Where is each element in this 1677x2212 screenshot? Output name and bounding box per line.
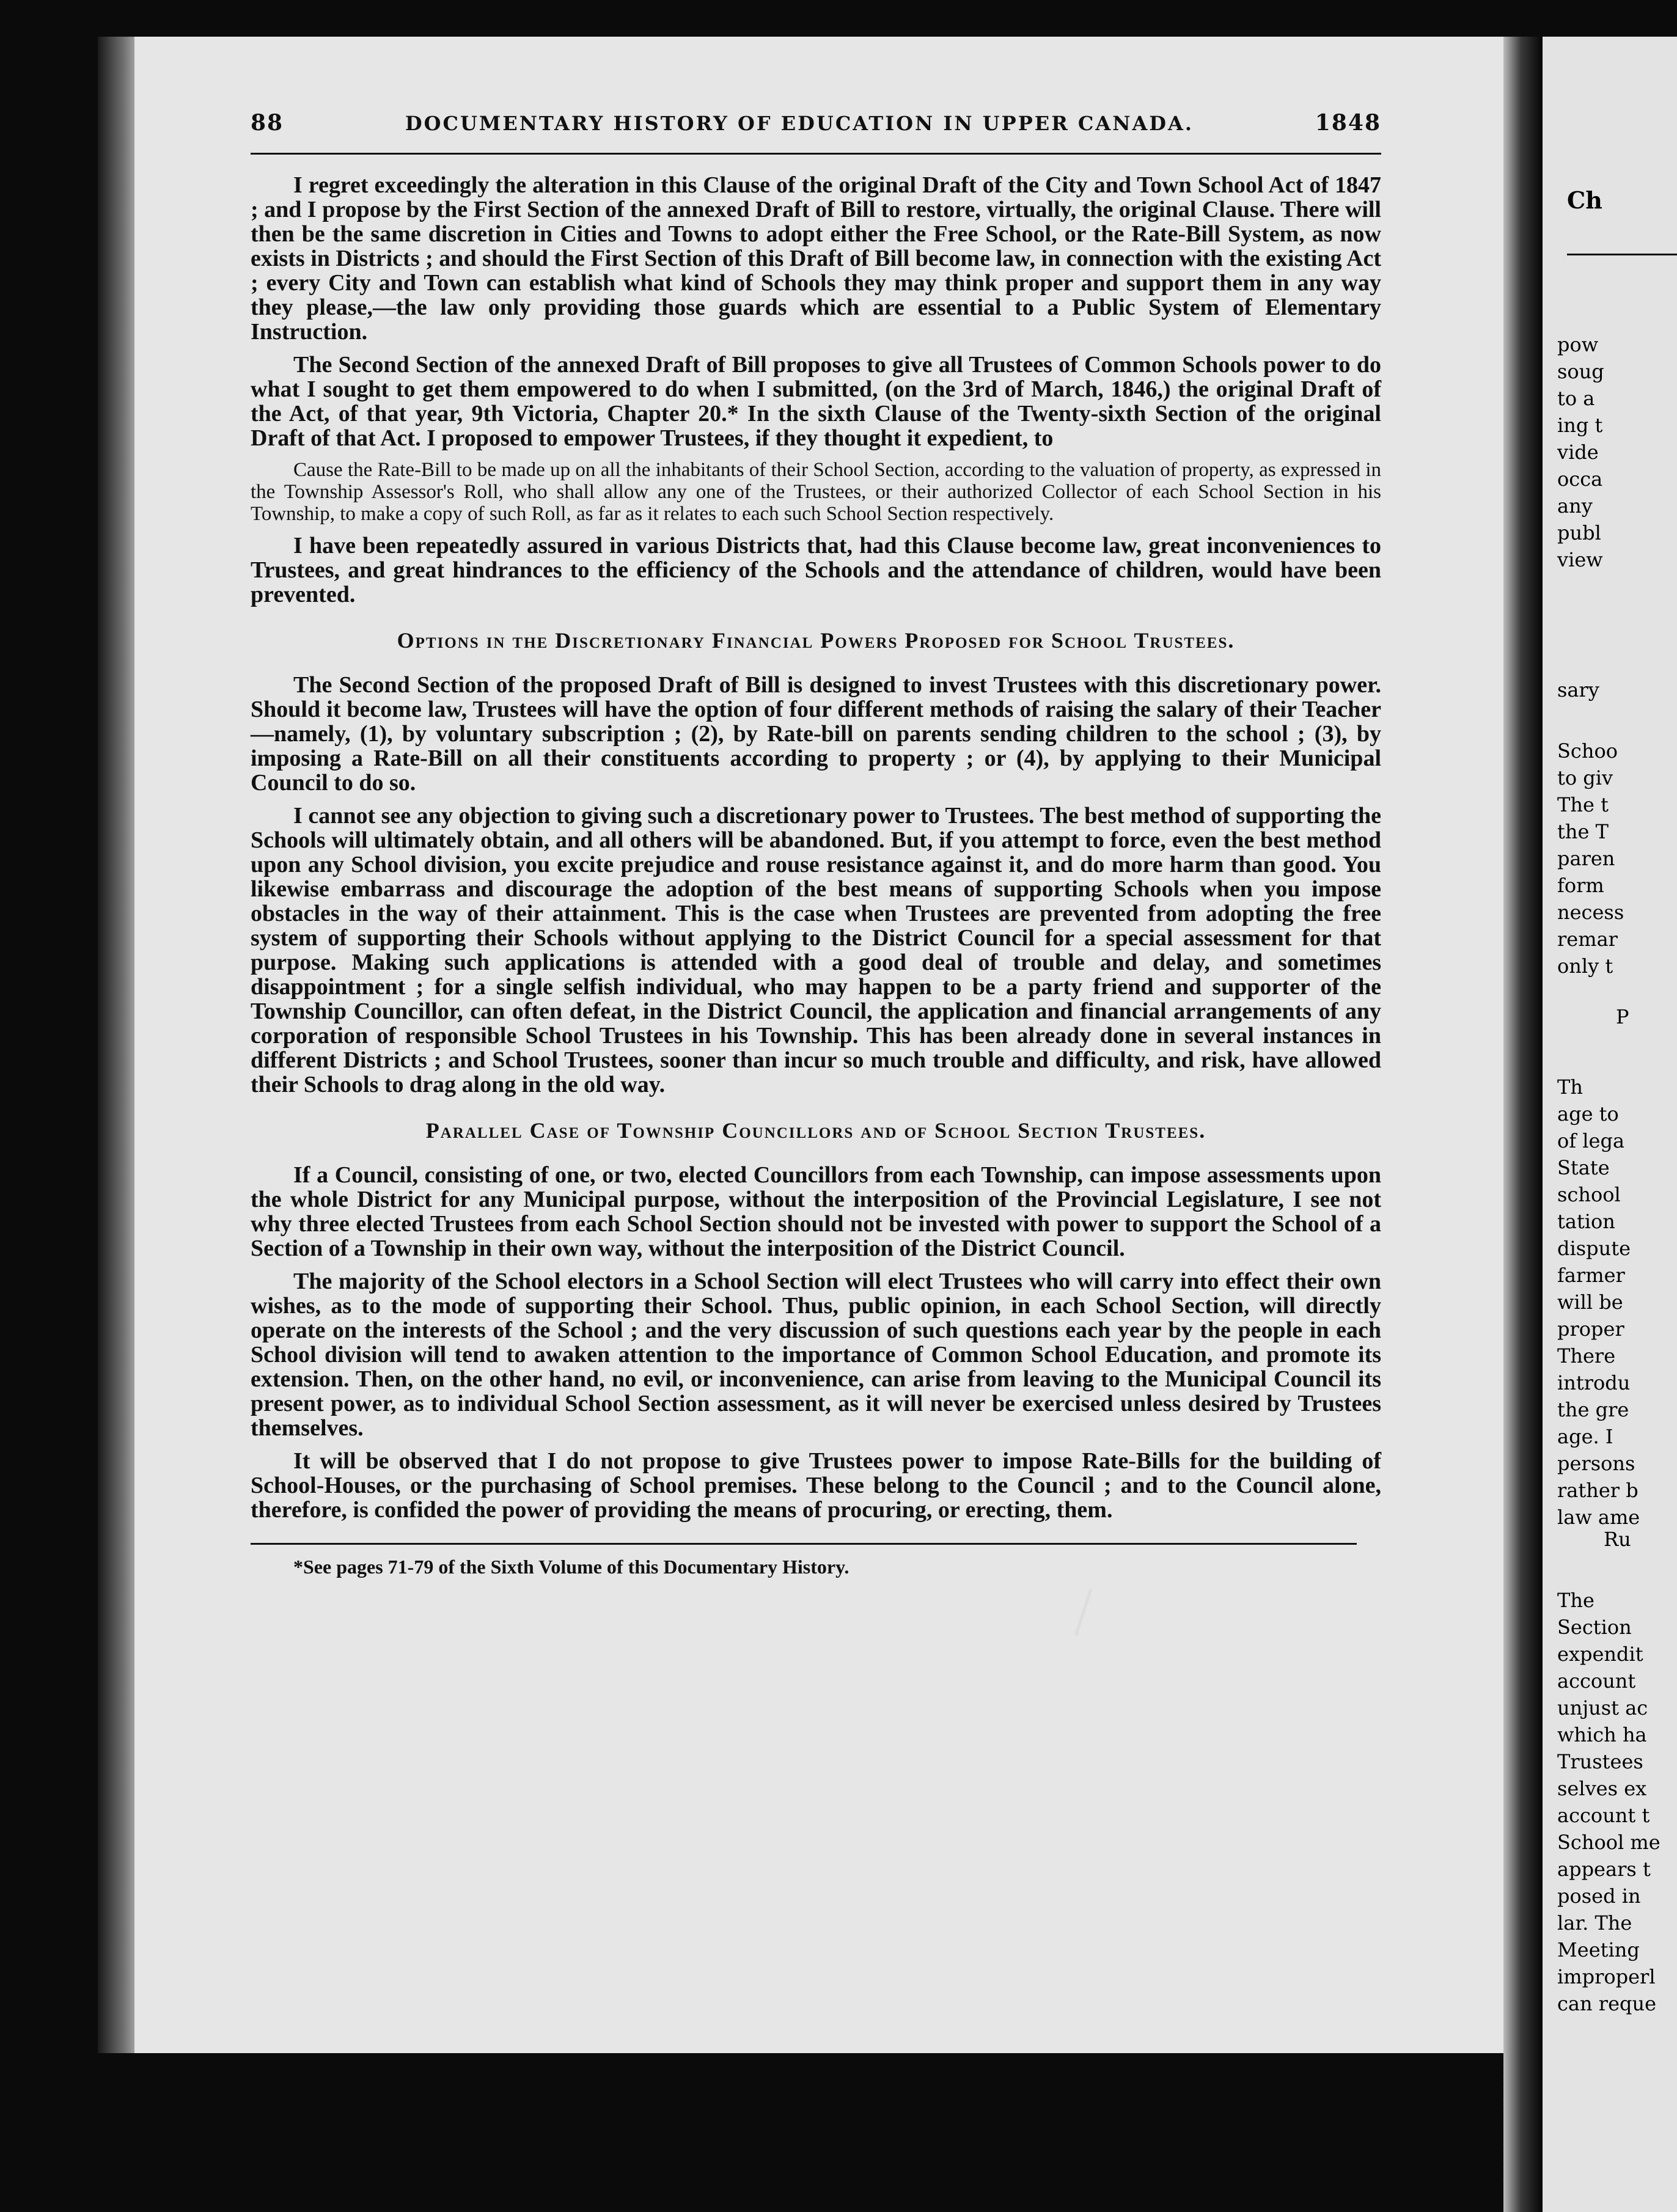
right-text-line: tation — [1557, 1210, 1615, 1233]
right-text-line: introdu — [1557, 1371, 1631, 1394]
right-page-fragment — [1543, 37, 1677, 2212]
right-text-line: the gre — [1557, 1398, 1629, 1421]
right-text-line: posed in — [1557, 1884, 1641, 1908]
header-rule — [251, 153, 1381, 155]
right-text-line: vide — [1557, 441, 1599, 464]
right-page-header-fragment: Ch — [1567, 186, 1602, 214]
paragraph: The Second Section of the annexed Draft of Bill proposes to give all Trustees of Common Schools power to do what I sought to get them empowered to do when I submitted, (on the 3rd of March, 1846,) the original Draft of the Act, of that year, 9th Victoria, Chapter 20.* In the sixth Clause of the Twenty-sixth Section of the original Draft of that Act. I proposed to empower Trustees, if they thought it expedient, to — [251, 352, 1381, 451]
right-text-line: Trustees — [1557, 1750, 1643, 1773]
right-text-line: age to — [1557, 1102, 1619, 1126]
right-text-line: occa — [1557, 467, 1603, 491]
paragraph: I regret exceedingly the alteration in this Clause of the original Draft of the City and Town School Act of 1847 ; and I propose by the First Section of the annexed Draft of Bill to restore, virtually, the original Clause. There will then be the same discretion in Cities and Towns to adopt either the Free School, or the Rate-Bill System, as now exists in Districts ; and should the First Section of this Draft of Bill become law, in connection with the existing Act ; every City and Town can establish what kind of Schools they may think proper and support them in any way they please,—the law only providing those guards which are essential to a Public System of Elementary Instruction. — [251, 172, 1381, 345]
right-text-line: form — [1557, 874, 1604, 897]
quoted-clause: Cause the Rate-Bill to be made up on all the inhabitants of their School Section, according to the valuation of property, as expressed in the Township Assessor's Roll, who shall allow any one of the Trustees, or their authorized Collector of each School Section in his Township, to make a copy of such Roll, as far as it relates to each such School Section respectively. — [251, 459, 1381, 525]
paragraph: If a Council, consisting of one, or two, elected Councillors from each Township, can impose assessments upon the whole District for any Municipal purpose, without the interposition of the Provincial Legislature, I see not why three elected Trustees from each School Section should not be invested with power to support the School of a Section of a Township in their own way, without the interposition of the District Council. — [251, 1162, 1381, 1261]
running-head — [251, 110, 1381, 136]
right-text-line: any — [1557, 494, 1593, 518]
right-text-line: paren — [1557, 847, 1615, 870]
paragraph: I cannot see any objection to giving such a discretionary power to Trustees. The best method of supporting the Schools will ultimately obtain, and all others will be abandoned. But, if you attempt to force, even the best method upon any School division, you excite prejudice and rouse resistance against it, and do more harm than good. You likewise embarrass and discourage the adoption of the best means of supporting Schools when you impose obstacles in the way of their attainment. This is the case when Trustees are prevented from adopting the free system of supporting their Schools without applying to the District Council for a special assessment for that purpose. Making such applications is attended with a good deal of trouble and delay, and sometimes disappointment ; for a single selfish individual, who may happen to be a party friend and supporter of the Township Councillor, can often defeat, in the District Council, the application and financial arrangements of any corporation of responsible School Trustees in his Township. This has been already done in several instances in different Districts ; and School Trustees, sooner than incur so much trouble and difficulty, and risk, have allowed their Schools to drag along in the old way. — [251, 803, 1381, 1097]
right-text-line: account t — [1557, 1804, 1650, 1827]
right-text-line: sary — [1557, 678, 1599, 701]
right-text-line: will be — [1557, 1291, 1623, 1314]
right-text-line: The t — [1557, 793, 1609, 816]
section-heading — [251, 1118, 1381, 1143]
section-heading-text: Parallel Case of Township Councillors and of School Section Trustees. — [425, 1118, 1206, 1143]
right-text-line: dispute — [1557, 1237, 1631, 1260]
right-text-line: only t — [1557, 954, 1613, 978]
right-text-line: State — [1557, 1156, 1610, 1179]
right-text-line: school — [1557, 1183, 1621, 1206]
right-text-line: expendit — [1557, 1643, 1643, 1666]
right-heading-fragment: Ru — [1604, 1528, 1631, 1551]
right-text-line: to giv — [1557, 766, 1613, 789]
right-text-line: There — [1557, 1344, 1616, 1368]
right-text-line: The — [1557, 1589, 1594, 1612]
right-text-line: Th — [1557, 1075, 1583, 1099]
right-text-line: Schoo — [1557, 739, 1618, 763]
right-text-line: remar — [1557, 928, 1618, 951]
right-text-line: Meeting — [1557, 1938, 1640, 1961]
right-text-line: improperl — [1557, 1965, 1656, 1988]
right-text-line: proper — [1557, 1317, 1624, 1341]
left-page-content — [251, 110, 1381, 1578]
section-heading — [251, 628, 1381, 653]
right-text-line: the T — [1557, 820, 1609, 843]
right-text-line: rather b — [1557, 1479, 1638, 1502]
right-text-line: persons — [1557, 1452, 1635, 1475]
right-text-line: age. I — [1557, 1425, 1613, 1448]
page-number: 88 — [251, 110, 284, 136]
right-text-line: necess — [1557, 901, 1624, 924]
right-text-line: selves ex — [1557, 1777, 1647, 1800]
right-text-line: Section — [1557, 1616, 1632, 1639]
right-text-line: account — [1557, 1669, 1636, 1693]
right-text-line: lar. The — [1557, 1911, 1632, 1935]
left-page — [134, 37, 1503, 2053]
paragraph: The majority of the School electors in a School Section will elect Trustees who will carry into effect their own wishes, as to the mode of supporting their School. Thus, public opinion, in each School Section, will directly operate on the interests of the School ; and the very discussion of such questions each year by the people in each School division will tend to awaken attention to the importance of Common School Education, and promote its extension. Then, on the other hand, no evil, or inconvenience, can arise from leaving to the Municipal Council its present power, as to individual School Section assessment, as it will never be exercised unless desired by Trustees themselves. — [251, 1269, 1381, 1441]
scan-mark — [1074, 1588, 1099, 1638]
right-text-line: pow — [1557, 333, 1599, 356]
right-text-line: appears t — [1557, 1858, 1651, 1881]
footnote: *See pages 71-79 of the Sixth Volume of this Documentary History. — [293, 1556, 850, 1578]
right-text-line: publ — [1557, 521, 1601, 544]
right-text-line: unjust ac — [1557, 1696, 1648, 1719]
right-heading-fragment: P — [1616, 1005, 1629, 1028]
section-heading-text: Options in the Discretionary Financial Powers Proposed for School Trustees. — [397, 628, 1235, 653]
right-text-line: can reque — [1557, 1992, 1657, 2015]
running-title: DOCUMENTARY HISTORY OF EDUCATION IN UPPER CANADA. — [405, 112, 1194, 135]
right-text-line: law ame — [1557, 1506, 1640, 1529]
footnote-rule — [251, 1543, 1357, 1545]
right-header-rule — [1567, 254, 1677, 255]
right-text-line: view — [1557, 548, 1603, 571]
right-text-line: farmer — [1557, 1264, 1625, 1287]
right-text-line: which ha — [1557, 1723, 1647, 1746]
right-text-line: School me — [1557, 1831, 1660, 1854]
paragraph: I have been repeatedly assured in various Districts that, had this Clause become law, great inconveniences to Trustees, and great hindrances to the efficiency of the Schools and the attendance of children, would have been prevented. — [251, 533, 1381, 607]
running-year: 1848 — [1315, 110, 1381, 136]
right-text-line: soug — [1557, 360, 1604, 383]
paragraph: It will be observed that I do not propose to give Trustees power to impose Rate-Bills for the building of School-Houses, or the purchasing of School premises. These belong to the Council ; and to the Council alone, therefore, is confided the power of providing the means of procuring, or erecting, them. — [251, 1448, 1381, 1523]
right-text-line: of lega — [1557, 1129, 1625, 1152]
paragraph: The Second Section of the proposed Draft of Bill is designed to invest Trustees with this discretionary power. Should it become law, Trustees will have the option of four different methods of raising the salary of their Teacher—namely, (1), by voluntary subscription ; (2), by Rate-bill on parents sending children to the school ; (3), by imposing a Rate-Bill on all their constituents according to property ; or (4), by applying to their Municipal Council to do so. — [251, 672, 1381, 796]
right-text-line: to a — [1557, 387, 1595, 410]
right-text-line: ing t — [1557, 414, 1603, 437]
center-binding-gutter — [1503, 37, 1543, 2212]
